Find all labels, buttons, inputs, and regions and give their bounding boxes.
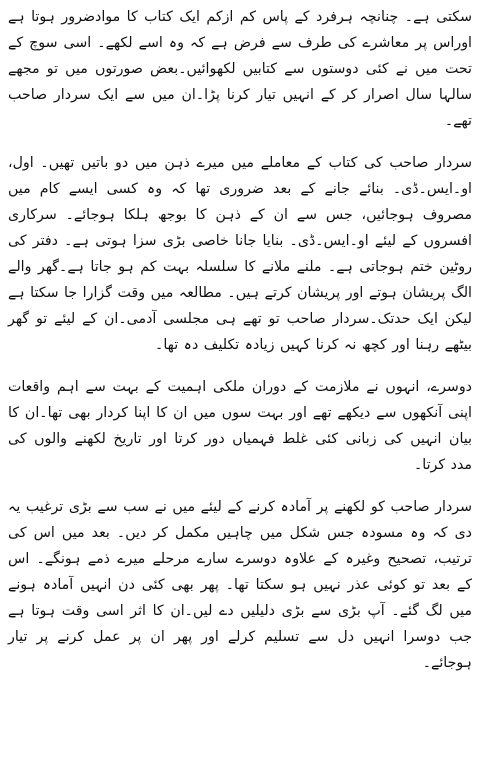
paragraph-1: سکتی ہے۔ چنانچہ ہرفرد کے پاس کم ازکم ایک کتاب کا موادضرور ہوتا ہے اوراس پر معاشرے کی طرف سے فرض ہے کہ وہ اسے لکھے۔ اسی سوچ کے تحت میں نے کئی دوستوں سے کتابیں لکھوائیں۔بعض صورتوں میں تو مجھے سالہا سال اصرار کر کے انہیں تیار کرنا پڑا۔ان میں سے ایک سردار صاحب تھے۔ bbox=[8, 9, 472, 129]
paragraph-2: سردار صاحب کی کتاب کے معاملے میں میرے ذہن میں دو باتیں تھیں۔ اول، او۔ایس۔ڈی۔ بنائے جانے کے بعد ضروری تھا کہ وہ کسی ایسے کام میں مصروف ہوجائیں، جس سے ان کے ذہن کا بوجھ ہلکا ہوجائے۔ سرکاری افسروں کے لیئے او۔ایس۔ڈی۔ بنایا جانا خاصی بڑی سزا ہوتی ہے۔ دفتر کی روٹین ختم ہوجاتی ہے۔ ملنے ملانے کا سلسلہ بہت کم ہو جاتا ہے۔گھر والے الگ پریشان ہوتے اور پریشان کرتے ہیں۔ مطالعہ میں وقت گزارا جا سکتا ہے لیکن ایک حدتک۔سردار صاحب تو تھے ہی مجلسی آدمی۔ان کے لیئے تو گھر بیٹھے رہنا اور کچھ نہ کرنا کہیں زیادہ تکلیف دہ تھا۔ bbox=[8, 155, 472, 353]
paragraph-spacer bbox=[8, 358, 472, 374]
paragraph-4: سردار صاحب کو لکھنے پر آمادہ کرنے کے لیئے میں نے سب سے بڑی ترغیب یہ دی کہ وہ مسودہ جس شکل میں چاہیں مکمل کر دیں۔ بعد میں اس کی ترتیب، تصحیح وغیرہ کے علاوہ دوسرے سارے مرحلے میرے ذمے ہونگے۔ اس کے بعد تو کوئی عذر نہیں ہو سکتا تھا۔ پھر بھی کئی دن انہیں آمادہ ہونے میں لگ گئے۔ آپ بڑی سے بڑی دلیلیں دے لیں۔ان کا اثر اسی وقت ہوتا ہے جب دوسرا انہیں دل سے تسلیم کرلے اور پھر ان پر عمل کرنے پر تیار ہوجائے۔ bbox=[8, 499, 472, 671]
paragraph-spacer bbox=[8, 478, 472, 494]
paragraph-spacer bbox=[8, 134, 472, 150]
paragraph-3: دوسرے، انہوں نے ملازمت کے دوران ملکی اہمیت کے بہت سے اہم واقعات اپنی آنکھوں سے دیکھے تھے اور بہت سوں میں ان کا اپنا کردار بھی تھا۔ان کا بیان انہیں کی زبانی کئی غلط فہمیاں دور کرتا اور تاریخ لکھنے والوں کی مدد کرتا۔ bbox=[8, 379, 472, 473]
